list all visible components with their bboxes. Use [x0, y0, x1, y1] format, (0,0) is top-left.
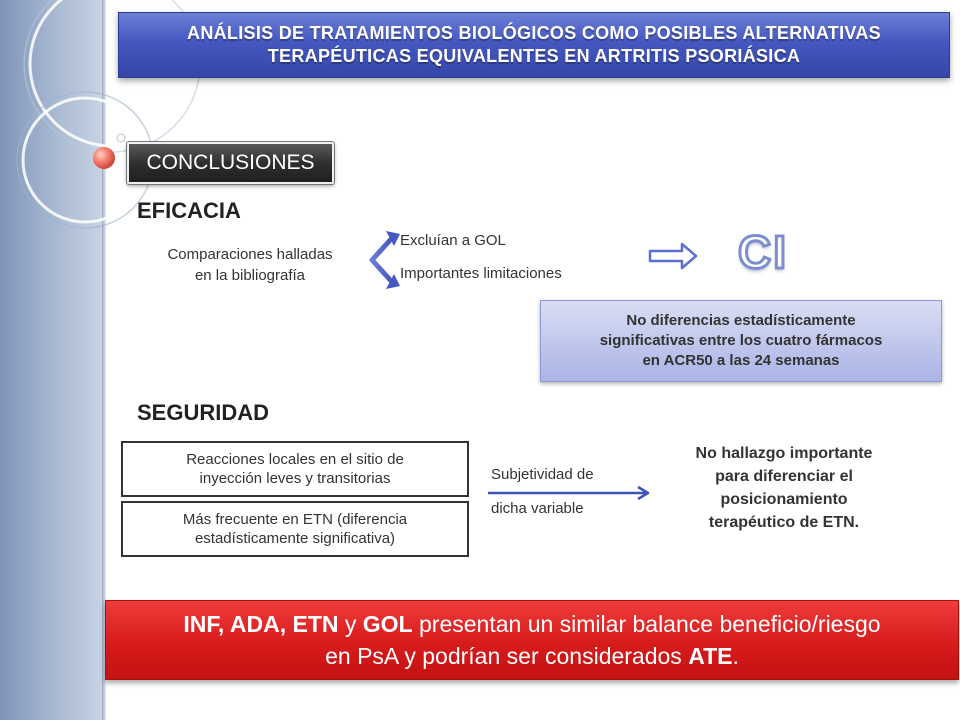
no-diferencias-line-3: en ACR50 a las 24 semanas	[642, 352, 840, 369]
sep-2: ,	[279, 611, 293, 637]
subjetividad-line-1: Subjetividad de	[491, 466, 594, 483]
conclusion-line-1	[106, 608, 958, 640]
frecuente-line-2: estadísticamente significativa)	[194, 530, 396, 547]
orange-dot-icon	[93, 147, 115, 169]
conclusion-period: .	[732, 643, 739, 669]
right-arrow-icon	[648, 242, 698, 270]
comparaciones-line-2: en la bibliografía	[194, 267, 306, 284]
subjetividad-arrow-icon	[486, 485, 658, 501]
drug-etn: ETN	[292, 611, 339, 637]
split-arrow-icon	[362, 228, 402, 292]
excluian-text: Excluían a GOL	[400, 232, 506, 249]
frecuente-line-1: Más frecuente en ETN (diferencia	[182, 511, 408, 528]
heading-eficacia: EFICACIA	[137, 198, 241, 223]
no-diferencias-line-2: significativas entre los cuatro fármacos	[599, 332, 883, 349]
title-banner	[118, 12, 950, 78]
frecuente-box	[121, 501, 469, 557]
ci-label: CI	[738, 226, 788, 278]
no-diferencias-line-1: No diferencias estadísticamente	[626, 312, 856, 329]
drug-ada: ADA	[229, 611, 280, 637]
conclusion-line-2	[106, 640, 958, 672]
title-line-2: TERAPÉUTICAS EQUIVALENTES EN ARTRITIS PSORIÁSICA	[267, 46, 801, 66]
drug-gol: GOL	[362, 611, 413, 637]
sep-1: ,	[217, 611, 230, 637]
no-hallazgo-line-4: terapéutico de ETN.	[708, 514, 860, 531]
conclusion-box	[105, 600, 959, 680]
heading-seguridad: SEGURIDAD	[137, 400, 270, 425]
comparaciones-text	[140, 244, 360, 286]
section-tag-conclusiones: CONCLUSIONES	[127, 142, 334, 184]
term-ate: ATE	[688, 643, 733, 669]
title-line-1: ANÁLISIS DE TRATAMIENTOS BIOLÓGICOS COMO POSIBLES ALTERNATIVAS	[187, 23, 881, 43]
reacciones-box	[121, 441, 469, 497]
comparaciones-line-1: Comparaciones halladas	[167, 246, 333, 263]
conj-y: y	[338, 611, 363, 637]
conclusion-rest-1: presentan un similar balance beneficio/riesgo	[412, 611, 881, 637]
no-hallazgo-line-3: posicionamiento	[720, 491, 848, 508]
limitaciones-text: Importantes limitaciones	[400, 265, 562, 282]
no-hallazgo-line-1: No hallazgo importante	[695, 445, 873, 462]
reacciones-line-2: inyección leves y transitorias	[199, 470, 391, 487]
no-diferencias-box	[540, 300, 942, 382]
reacciones-line-1: Reacciones locales en el sitio de	[186, 451, 404, 468]
drug-inf: INF	[183, 611, 218, 637]
conclusion-line-2-pre: en PsA y podrían ser considerados	[325, 643, 689, 669]
subjetividad-line-2: dicha variable	[491, 500, 584, 517]
no-hallazgo-line-2: para diferenciar el	[715, 468, 853, 485]
no-hallazgo-text	[650, 442, 918, 534]
